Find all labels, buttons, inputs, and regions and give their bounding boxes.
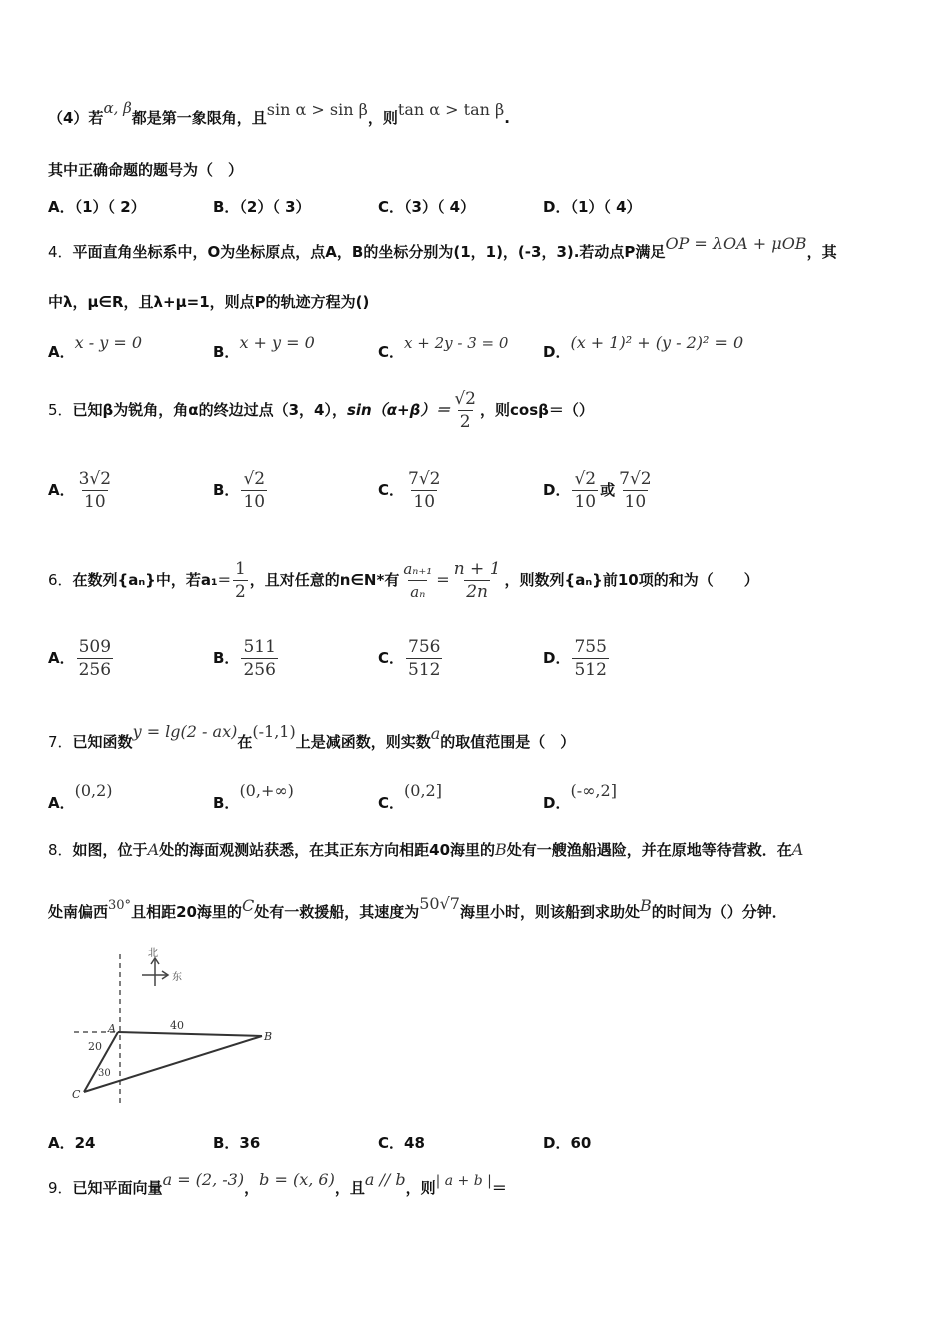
q6-a1-num: 1 — [234, 559, 246, 579]
q9-abs: | a + b | — [435, 1173, 492, 1189]
q8-line2-e: 的时间为（）分钟． — [651, 903, 787, 921]
q3-option-a: A．（1）（ 2） — [48, 198, 146, 216]
q4-text1-end: ，其 — [806, 243, 837, 261]
q7-var: a — [430, 724, 441, 743]
q4-option-b-expr: x + y = 0 — [239, 333, 315, 352]
figure-label-a: A — [108, 1022, 116, 1035]
q5-option-d-label: D． — [543, 481, 571, 499]
q5-option-b — [213, 468, 269, 513]
q5-option-c-num: 7√2 — [408, 469, 441, 489]
q6-option-c-label: C． — [378, 649, 405, 667]
q8-option-a: A．24 — [48, 1134, 96, 1152]
q8-line2 — [48, 894, 787, 924]
q5-option-b-den: 10 — [243, 492, 266, 512]
q6-ratio2-num: n + 1 — [453, 559, 501, 579]
q6-option-c — [378, 636, 444, 681]
q5-option-a-den: 10 — [84, 492, 106, 512]
q8-angle: 30° — [108, 898, 132, 913]
q5-fraction — [452, 388, 478, 433]
q7-text3: 上是减函数，则实数 — [295, 733, 431, 751]
q8-var-b: B — [495, 840, 507, 859]
q6-option-d-den: 512 — [574, 660, 607, 680]
q6-option-a-label: A． — [48, 649, 75, 667]
q4-option-a-expr: x - y = 0 — [74, 333, 143, 352]
q9-parallel: a // b — [364, 1170, 406, 1189]
q5-option-b-num: √2 — [243, 469, 266, 489]
q5-option-c-label: C． — [378, 481, 405, 499]
q7-stem — [48, 722, 576, 752]
q8-var-a: A — [147, 840, 160, 859]
q3-option-d: D．（1）（ 4） — [543, 198, 642, 216]
q7-text2: 在 — [237, 733, 253, 751]
q6-option-b-label: B． — [213, 649, 240, 667]
q7-option-b-expr: (0,+∞) — [239, 781, 294, 800]
q6-ratio-frac — [401, 558, 434, 603]
q6-option-b-frac — [241, 636, 277, 681]
q7-option-b — [213, 780, 294, 812]
q5-option-d-num1: √2 — [574, 469, 597, 489]
q6-ratio-num: aₙ₊₁ — [403, 560, 433, 578]
q8-speed: 50√7 — [419, 894, 460, 913]
q8-var-b2: B — [639, 896, 652, 915]
q5-option-b-frac — [241, 468, 267, 513]
q8-line2-d: 海里小时，则该船到求助处 — [459, 903, 640, 921]
q3-item4-vars: α, β — [103, 99, 132, 117]
q7-interval: (-1,1) — [252, 722, 296, 741]
compass-icon — [142, 958, 168, 986]
compass-east-label: 东 — [172, 972, 182, 983]
q3-item4-end: . — [504, 109, 510, 127]
q7-option-a-expr: (0,2) — [74, 781, 113, 800]
q6-ratio-den: aₙ — [408, 580, 427, 603]
q9-text2: ，且 — [334, 1179, 365, 1197]
q4-option-a — [48, 332, 143, 361]
q4-option-a-label: A． — [48, 343, 75, 361]
q3-prompt: 其中正确命题的题号为（ ） — [48, 161, 244, 179]
figure-dist-ac: 20 — [88, 1040, 102, 1053]
q6-option-b-num: 511 — [243, 637, 276, 657]
q3-item4-cond1: sin α > sin β — [266, 100, 368, 119]
segment-ab — [118, 1032, 262, 1036]
q4-option-b-label: B． — [213, 343, 240, 361]
q5-text1: 已知β为锐角，角α的终边过点（3，4）， — [72, 401, 347, 419]
q6-ratio2-frac — [452, 558, 503, 603]
q8-option-c: C．48 — [378, 1134, 425, 1152]
q4-text1: 平面直角坐标系中，O为坐标原点，点A，B的坐标分别为(1，1)，(-3，3).若动点P满足 — [72, 243, 666, 261]
q6-ratio2-den: 2n — [466, 582, 488, 602]
q4-option-d — [543, 332, 744, 361]
q4-option-c — [378, 332, 509, 361]
q5-option-a — [48, 468, 115, 513]
q5-stem — [48, 386, 594, 434]
q6-option-d-num: 755 — [574, 637, 607, 657]
q5-option-d-den1: 10 — [574, 492, 597, 512]
q4-formula: OP = λOA + μOB — [665, 234, 807, 253]
q7-option-d — [543, 780, 617, 812]
q8-var-c: C — [241, 896, 255, 915]
q3-item4 — [48, 99, 510, 128]
figure-dist-ab: 40 — [170, 1019, 184, 1032]
q6-option-a-den: 256 — [78, 660, 112, 680]
q6-option-c-frac — [406, 636, 442, 681]
q6-option-d — [543, 636, 611, 681]
q5-text3: ，则cosβ＝（） — [480, 401, 594, 419]
q8-line1-b: 处的海面观测站获悉，在其正东方向相距40海里的 — [159, 841, 496, 859]
q8-figure — [60, 940, 300, 1110]
q5-option-c — [378, 468, 444, 513]
q5-frac-num: √2 — [454, 389, 476, 409]
q5-option-d-num2: 7√2 — [619, 469, 652, 489]
q9-text3: ，则 — [405, 1179, 436, 1197]
q6-option-d-frac — [572, 636, 608, 681]
q5-frac-den: 2 — [459, 412, 471, 432]
q5-option-a-num: 3√2 — [78, 469, 112, 489]
q5-option-d-or: 或 — [600, 481, 616, 499]
q6-option-a — [48, 636, 115, 681]
q7-option-d-expr: (-∞,2] — [570, 781, 617, 800]
q7-text4: 的取值范围是（ ） — [440, 733, 576, 751]
q7-option-b-label: B． — [213, 794, 240, 812]
q8-line1 — [48, 840, 803, 860]
q6-eq: = — [217, 570, 231, 589]
q5-number: 5． — [48, 401, 73, 419]
q5-option-b-label: B． — [213, 481, 240, 499]
q6-option-b — [213, 636, 280, 681]
figure-label-b: B — [264, 1030, 273, 1043]
q8-option-b: B．36 — [213, 1134, 261, 1152]
q3-option-b: B．（2）（ 3） — [213, 198, 311, 216]
q7-option-a-label: A． — [48, 794, 75, 812]
q7-option-d-label: D． — [543, 794, 571, 812]
q3-item4-mid: 都是第一象限角，且 — [131, 109, 267, 127]
q7-option-c-expr: (0,2] — [404, 781, 442, 800]
q9-comma: ， — [244, 1179, 260, 1197]
q3-item4-then: ，则 — [367, 109, 398, 127]
q8-line2-a: 处南偏西 — [48, 903, 109, 921]
compass-north-label: 北 — [148, 948, 158, 959]
q4-option-d-label: D． — [543, 343, 571, 361]
q6-eq2: = — [436, 570, 450, 589]
q5-option-d — [543, 468, 656, 513]
q6-option-b-den: 256 — [243, 660, 276, 680]
q8-line1-c: 处有一艘渔船遇险，并在原地等待营救．在 — [506, 841, 792, 859]
q6-text2: ，且对任意的n∈N*有 — [249, 571, 400, 589]
q6-text3: ，则数列{aₙ}前10项的和为（ ） — [504, 571, 759, 589]
q3-option-c: C．（3）（ 4） — [378, 198, 476, 216]
q9-text4: ＝ — [491, 1179, 507, 1197]
q5-option-c-den: 10 — [413, 492, 436, 512]
q6-stem — [48, 554, 759, 606]
q5-option-a-label: A． — [48, 481, 75, 499]
q6-option-a-frac — [77, 636, 113, 681]
q3-item4-cond2: tan α > tan β — [397, 100, 505, 119]
q5-text2: sin（α+β）＝ — [346, 401, 451, 419]
q8-line2-c: 处有一救援船，其速度为 — [254, 903, 420, 921]
figure-angle: 30 — [98, 1068, 111, 1079]
q8-var-a2: A — [791, 840, 804, 859]
q7-option-c — [378, 780, 442, 812]
q4-option-d-expr: (x + 1)² + (y - 2)² = 0 — [570, 333, 744, 352]
q9-text1: 已知平面向量 — [72, 1179, 163, 1197]
q4-number: 4． — [48, 243, 73, 261]
q5-option-c-frac — [406, 468, 442, 513]
q7-func: y = lg(2 - ax) — [132, 722, 238, 741]
q3-item4-prefix: （4）若 — [48, 109, 104, 127]
q9-vec-a: a = (2, -3) — [162, 1170, 245, 1189]
q9-stem — [48, 1170, 507, 1199]
q6-option-a-num: 509 — [78, 637, 112, 657]
q6-number: 6． — [48, 571, 73, 589]
q6-option-c-den: 512 — [408, 660, 441, 680]
q6-option-c-num: 756 — [408, 637, 441, 657]
q6-a1-den: 2 — [234, 582, 246, 602]
q8-line2-b: 且相距20海里的 — [131, 903, 242, 921]
q6-text1: 在数列{aₙ}中，若a₁ — [72, 571, 218, 589]
q8-number: 8． — [48, 841, 73, 859]
q7-number: 7． — [48, 733, 73, 751]
q5-option-d-frac2 — [617, 468, 653, 513]
figure-label-c: C — [72, 1088, 81, 1101]
q8-line1-a: 如图，位于 — [72, 841, 148, 859]
q5-option-a-frac — [77, 468, 113, 513]
q4-option-c-label: C． — [378, 343, 405, 361]
q4-option-b — [213, 332, 315, 361]
q6-option-d-label: D． — [543, 649, 571, 667]
q5-option-d-frac1 — [572, 468, 598, 513]
q8-option-d: D．60 — [543, 1134, 592, 1152]
q4-option-c-expr: x + 2y - 3 = 0 — [404, 334, 509, 352]
q5-option-d-den2: 10 — [624, 492, 647, 512]
q4-line1 — [48, 234, 837, 262]
q7-option-c-label: C． — [378, 794, 405, 812]
q9-number: 9． — [48, 1179, 73, 1197]
q7-text1: 已知函数 — [72, 733, 133, 751]
q4-line2: 中λ，μ∈R，且λ+μ=1，则点P的轨迹方程为() — [48, 293, 370, 311]
q6-a1-frac — [233, 558, 248, 603]
q7-option-a — [48, 780, 113, 812]
q9-vec-b: b = (x, 6) — [259, 1170, 335, 1189]
